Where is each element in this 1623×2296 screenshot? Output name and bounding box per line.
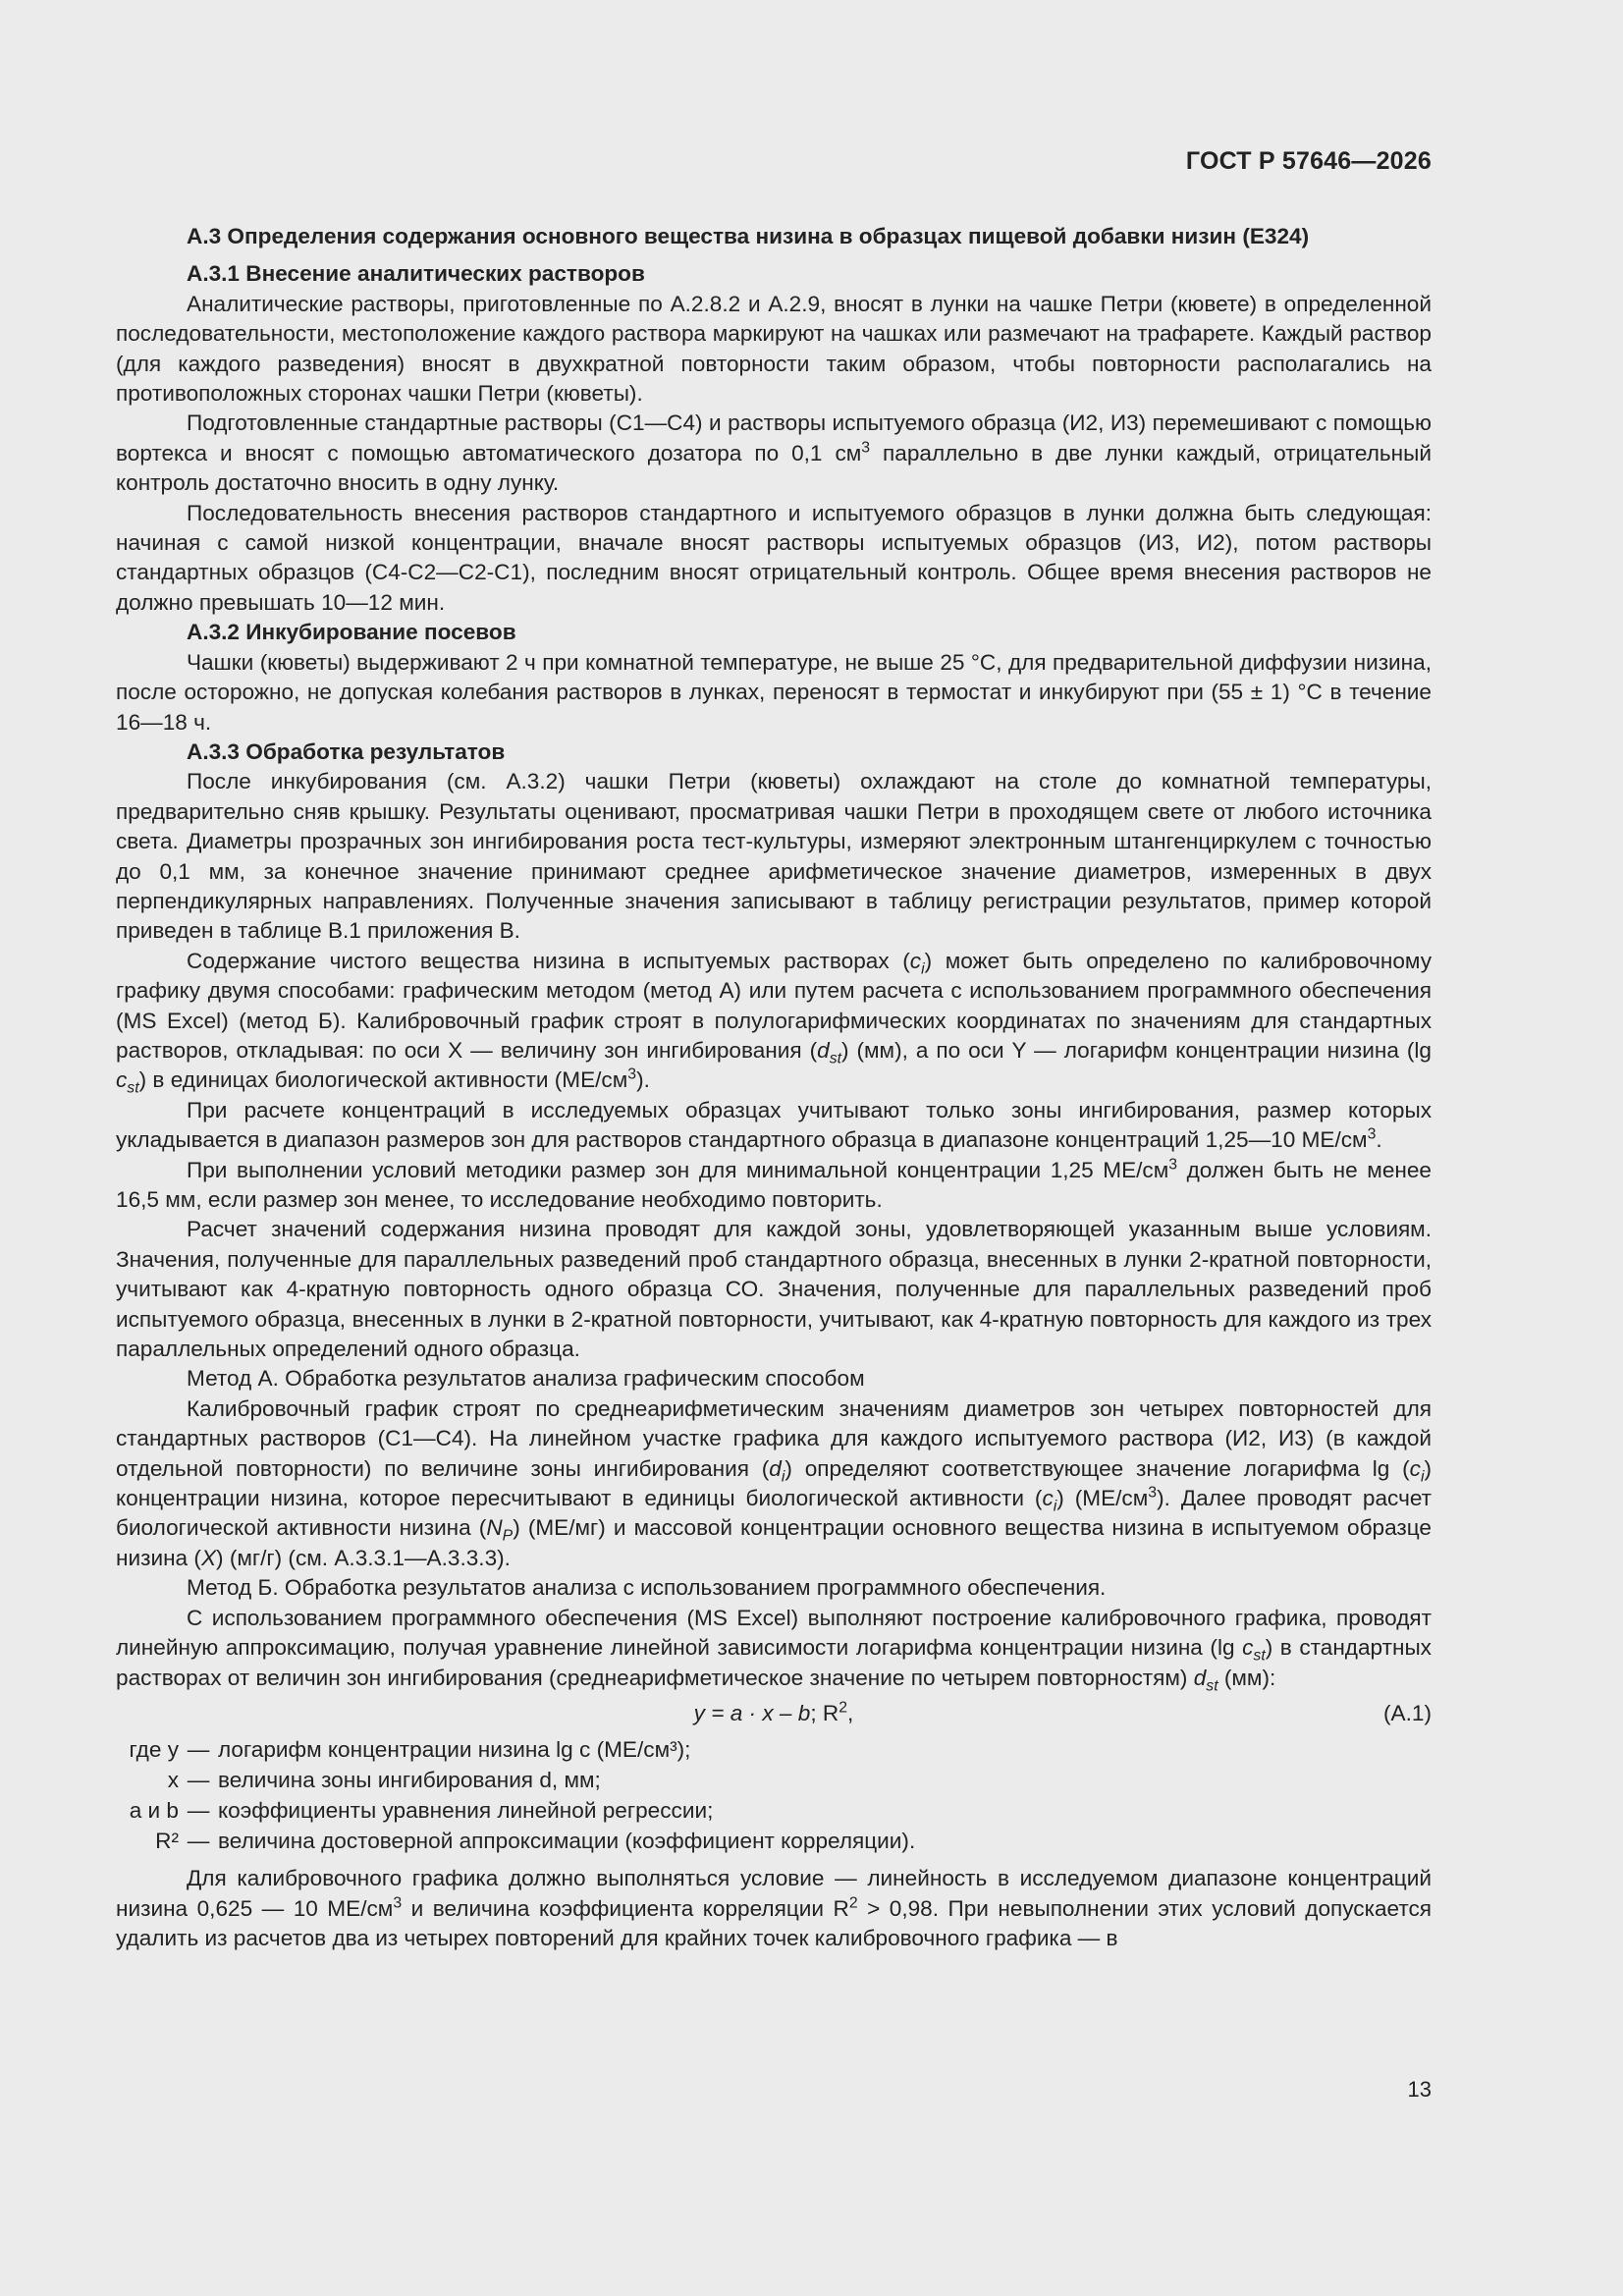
page-number: 13 — [1407, 2077, 1432, 2102]
section-title: А.3 Определения содержания основного вещества низина в образцах пищевой добавки низин (Е324) — [187, 224, 1310, 248]
definition-row — [116, 1734, 1432, 1765]
paragraph: Последовательность внесения растворов стандартного и испытуемого образцов в лунки должна быть следующая: начиная с самой низкой концентрации, вначале вносят растворы испытуемых образцов (И3, И2), потом растворы стандартных образцов (С4-С2—С2-С1), последним вносят отрицательный контроль. Общее время внесения растворов не должно превышать 10—12 мин. — [116, 500, 1432, 615]
paragraph: Содержание чистого вещества низина в испытуемых растворах $(c_i)$ может быть определено по калибровочному графику двумя способами: графическим методом (метод А) или путем расчета с использованием программного обеспечения (MS Excel) (метод Б). Калибровочный график строят в полулогарифмических координатах по значениям для стандартных растворов, откладывая: по оси Х — величину зон ингибирования $(d_{st})$ (мм), а по оси Y — логарифм концентрации низина (lg $c_{st}$) в единицах биологической активности $(МЕ/см^3)$. — [116, 948, 1433, 1097]
definition-term: x — [167, 1768, 179, 1793]
paragraph: Подготовленные стандартные растворы (С1—С4) и растворы испытуемого образца (И2, И3) перемешивают с помощью вортекса и вносят с помощью автоматического дозатора по 0,1 $см^3$ параллельно в две лунки каждый, отрицательный контроль достаточно вносить в одну лунку. — [116, 410, 1432, 496]
equation-a1 — [116, 1699, 1432, 1728]
paragraph: Метод Б. Обработка результатов анализа с использованием программного обеспечения. — [187, 1575, 1107, 1601]
definition-text: величина зоны ингибирования d, мм; — [218, 1768, 601, 1793]
paragraph: С использованием программного обеспечения (MS Excel) выполняют построение калибровочного графика, проводят линейную аппроксимацию, получая уравнение линейной зависимости логарифма концентрации низина (lg $c_{st}$) в стандартных растворах от величин зон ингибирования (среднеарифметическое значение по четырем повторностям) $d_{st}$ (мм): — [116, 1605, 1432, 1695]
definition-term: R² — [155, 1829, 179, 1854]
definition-dash: — — [187, 1798, 210, 1824]
paragraph: Аналитические растворы, приготовленные по А.2.8.2 и А.2.9, вносят в лунки на чашке Петри (кювете) в определенной последовательности, местоположение каждого раствора маркируют на чашках или размечают на трафарете. Каждый раствор (для каждого разведения) вносят в двухкратной повторности таким образом, чтобы повторности располагались на противоположных сторонах чашки Петри (кюветы). — [116, 291, 1432, 407]
document-id: ГОСТ Р 57646—2026 — [1185, 147, 1432, 175]
subsection-title-a31: А.3.1 Внесение аналитических растворов — [187, 261, 645, 287]
definition-row — [116, 1795, 1432, 1826]
definition-dash: — — [187, 1737, 210, 1763]
equation-number: (А.1) — [1383, 1700, 1432, 1725]
paragraph: После инкубирования (см. А.3.2) чашки Петри (кюветы) охлаждают на столе до комнатной температуры, предварительно сняв крышку. Результаты оценивают, просматривая чашки Петри в проходящем свете от любого источника света. Диаметры прозрачных зон ингибирования роста тест-культуры, измеряют электронным штангенциркулем с точностью до 0,1 мм, за конечное значение принимают среднее арифметическое значение диаметров, измеренных в двух перпендикулярных направлениях. Полученные значения записывают в таблицу регистрации результатов, пример которой приведен в таблице В.1 приложения В. — [116, 769, 1432, 944]
definition-term: где y — [129, 1737, 179, 1763]
document-body — [116, 222, 1432, 1954]
definitions-list — [116, 1734, 1432, 1856]
definition-dash: — — [187, 1768, 210, 1793]
definition-dash: — — [187, 1829, 210, 1854]
definition-row — [116, 1826, 1432, 1856]
subsection-title-a32: А.3.2 Инкубирование посевов — [187, 620, 516, 645]
subsection-title-a33: А.3.3 Обработка результатов — [187, 738, 506, 764]
definition-text: коэффициенты уравнения линейной регрессии; — [218, 1798, 714, 1824]
paragraph: Метод А. Обработка результатов анализа графическим способом — [187, 1366, 865, 1392]
paragraph: Калибровочный график строят по среднеарифметическим значениям диаметров зон четырех повторностей для стандартных растворов (С1—С4). На линейном участке графика для каждого испытуемого раствора (И2, И3) (в каждой отдельной повторности) по величине зоны ингибирования $(d_i)$ определяют соответствующее значение логарифма $\lg (c_i)$ концентрации низина, которое пересчитывают в единицы биологической активности $(c_i)$ $(МЕ/см^3)$. Далее проводят расчет биологической активности низина $(N_P)$ (МЕ/мг) и массовой концентрации основного вещества низина в испытуемом образце низина (X) (мг/г) (см. А.3.3.1—А.3.3.3). — [116, 1395, 1432, 1570]
definition-term: a и b — [129, 1798, 179, 1824]
equation: y = a · x – b; $R^2$, — [693, 1699, 854, 1725]
definition-text: логарифм концентрации низина lg c (МЕ/см³); — [218, 1737, 691, 1763]
paragraph: При выполнении условий методики размер зон для минимальной концентрации 1,25 $МЕ/см^3$ должен быть не менее 16,5 мм, если размер зон менее, то исследование необходимо повторить. — [116, 1156, 1432, 1212]
paragraph: Для калибровочного графика должно выполняться условие — линейность в исследуемом диапазоне концентраций низина 0,625 — 10 $МЕ/см^3$ и величина коэффициента корреляции $R^2 > 0,98$. При невыполнении этих условий допускается удалить из расчетов два из четырех повторений для крайних точек калибровочного графика — в — [116, 1866, 1432, 1951]
paragraph: Чашки (кюветы) выдерживают 2 ч при комнатной температуре, не выше 25 °С, для предварительной диффузии низина, после осторожно, не допуская колебания растворов в лунках, переносят в термостат и инкубируют при (55 ± 1) °С в течение 16—18 ч. — [116, 649, 1432, 735]
definition-row — [116, 1765, 1432, 1795]
paragraph: Расчет значений содержания низина проводят для каждой зоны, удовлетворяющей указанным выше условиям. Значения, полученные для параллельных разведений проб стандартного образца, внесенных в лунки 2-кратной повторности, учитывают как 4-кратную повторность одного образца СО. Значения, полученные для параллельных разведений проб испытуемого образца, внесенных в лунки в 2-кратной повторности, учитывают, как 4-кратную повторность для каждого из трех параллельных определений одного образца. — [116, 1217, 1432, 1362]
definition-text: величина достоверной аппроксимации (коэффициент корреляции). — [218, 1829, 916, 1854]
paragraph: При расчете концентраций в исследуемых образцах учитывают только зоны ингибирования, размер которых укладывается в диапазон размеров зон для растворов стандартного образца в диапазоне концентраций 1,25—10 $МЕ/см^3$. — [116, 1097, 1432, 1153]
